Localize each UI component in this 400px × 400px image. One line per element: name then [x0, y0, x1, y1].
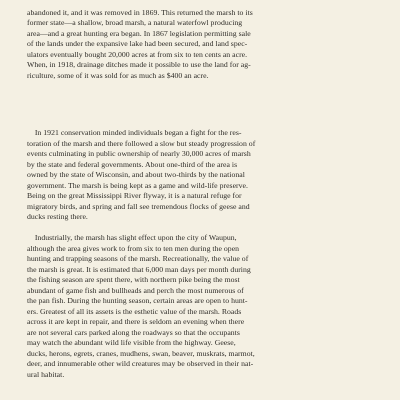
- text-line: hunting and trapping seasons of the marsh. Recreationally, the value of: [27, 254, 249, 263]
- text-line: ducks resting there.: [27, 212, 88, 221]
- text-line: events culminating in public ownership of nearly 30,000 acres of marsh: [27, 149, 251, 158]
- text-line: the fishing season are spent there, with northern pike being the most: [27, 275, 240, 284]
- text-line: riculture, some of it was sold for as much as $400 an acre.: [27, 70, 209, 80]
- text-line: In 1921 conservation minded individuals began a fight for the res-: [27, 128, 242, 137]
- text-line: When, in 1918, drainage ditches made it possible to use the land for ag-: [27, 60, 251, 69]
- text-line: government. The marsh is being kept as a game and wild-life preserve.: [27, 180, 248, 190]
- text-line: the marsh is great. It is estimated that 6,000 man days per month during: [27, 264, 251, 274]
- paragraph-history: [27, 0, 365, 81]
- text-line: are not several cars parked along the roadways so that the occupants: [27, 327, 240, 337]
- text-line: by the state and federal governments. About one-third of the area is: [27, 159, 238, 169]
- text-line: [27, 0, 240, 6]
- text-line: Industrially, the marsh has slight effect upon the city of Waupun,: [27, 233, 237, 242]
- paragraph-industry-recreation: [27, 233, 365, 380]
- text-line: ers. Greatest of all its assets is the esthetic value of the marsh. Roads: [27, 306, 242, 316]
- text-line: of the lands under the expansive lake had been secured, and land spec-: [27, 39, 248, 48]
- text-line: may watch the abundant wild life visible from the highway. Geese,: [27, 338, 236, 347]
- text-line: although the area gives work to from six to ten men during the open: [27, 243, 240, 253]
- text-line: ulators eventually bought 20,000 acres at from six to ten cents an acre.: [27, 49, 248, 59]
- text-line: across it are kept in repair, and there is seldom an evening when there: [27, 317, 245, 326]
- text-line: abundant of game fish and bullheads and perch the most numerous of: [27, 285, 244, 295]
- text-line: deer, and innumerable other wild creatures may be observed in their nat-: [27, 359, 254, 368]
- text-line: ural habitat.: [27, 369, 65, 379]
- text-line: migratory birds, and spring and fall see tremendous flocks of geese and: [27, 201, 250, 211]
- text-line: toration of the marsh and there followed a slow but steady progression of: [27, 138, 256, 148]
- text-line: area—and a great hunting era began. In 1867 legislation permitting sale: [27, 28, 251, 38]
- text-line: former state—a shallow, broad marsh, a natural waterfowl producing: [27, 18, 243, 27]
- paragraph-conservation: [27, 128, 365, 223]
- text-line: abandoned it, and it was removed in 1869. This returned the marsh to its: [27, 7, 253, 17]
- text-line: owned by the state of Wisconsin, and about two-thirds by the national: [27, 170, 245, 179]
- text-line: Being on the great Mississippi River flyway, it is a natural refuge for: [27, 191, 242, 200]
- text-line: the pan fish. During the hunting season, certain areas are open to hunt-: [27, 296, 248, 305]
- text-line: ducks, herons, egrets, cranes, mudhens, swan, beaver, muskrats, marmot,: [27, 348, 255, 358]
